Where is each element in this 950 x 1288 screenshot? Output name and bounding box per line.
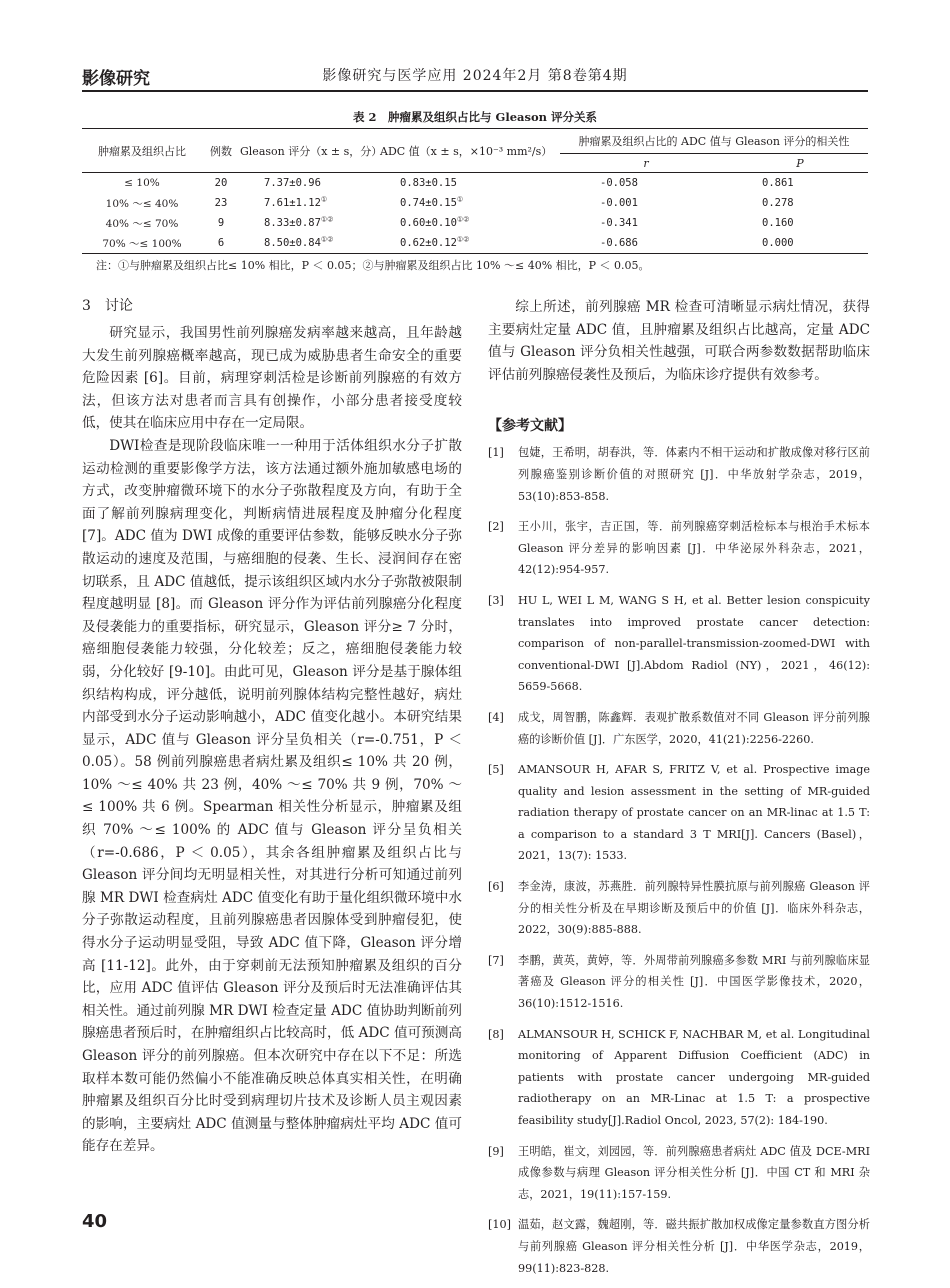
- header-rule: [82, 90, 868, 92]
- cell-p: 0.160: [762, 217, 794, 229]
- reference-item: [488, 516, 870, 581]
- reference-number: [6]: [488, 880, 504, 894]
- table-row: [82, 193, 868, 213]
- reference-item: [488, 590, 870, 698]
- col-header-r: r: [643, 156, 649, 170]
- col-header-count: 例数: [210, 144, 232, 158]
- reference-text: 包婕，王希明，胡春洪，等．体素内不相干运动和扩散成像对移行区前列腺癌鉴别诊断价值的对照研究 [J]．中华放射学杂志，2019，53(10):853-858.: [518, 446, 870, 503]
- table-row: [82, 173, 868, 194]
- right-column: [488, 296, 870, 1288]
- section-title: 3 讨论: [82, 298, 133, 314]
- cell-r: -0.001: [600, 197, 638, 209]
- cell-group: 40% ～≤ 70%: [105, 217, 179, 230]
- reference-number: [2]: [488, 520, 504, 534]
- col-header-group: 肿瘤累及组织占比: [98, 144, 186, 158]
- reference-number: [5]: [488, 763, 504, 777]
- cell-adc: 0.83±0.15: [400, 177, 457, 189]
- cell-group: ≤ 10%: [124, 177, 160, 189]
- conclusion-paragraph: 综上所述，前列腺癌 MR 检查可清晰显示病灶情况，获得主要病灶定量 ADC 值，且肿瘤累及组织占比越高，定量 ADC 值与 Gleason 评分负相关性越强，可联合两参数数据帮助临床评估前列腺癌侵袭性及预后，为临床诊疗提供有效参考。: [488, 299, 870, 383]
- reference-list: [488, 442, 870, 1279]
- table-row: [82, 233, 868, 254]
- cell-r: -0.341: [600, 217, 638, 229]
- cell-group: 70% ～≤ 100%: [82, 233, 202, 254]
- table-title: 表 2 肿瘤累及组织占比与 Gleason 评分关系: [353, 110, 597, 124]
- table-row: [82, 213, 868, 233]
- reference-item: [488, 759, 870, 867]
- discussion-paragraph: 研究显示，我国男性前列腺癌发病率越来越高，且年龄越大发生前列腺癌概率越高，现已成为威胁患者生命安全的重要危险因素 [6]。目前，病理穿刺活检是诊断前列腺癌的有效方法，但该方法对患者而言具有创操作，小部分患者接受度较低，使其在临床应用中存在一定局限。: [82, 325, 462, 432]
- discussion-paragraph: DWI检查是现阶段临床唯一一种用于活体组织水分子扩散运动检测的重要影像学方法，该方法通过额外施加敏感电场的方式，改变肿瘤微环境下的水分子弥散程度及方向，有助于全面了解前列腺病理变化，判断病情进展程度及肿瘤分化程度 [7]。ADC 值为 DWI 成像的重要评估参数，能够反映水分子弥散运动的速度及范围，与癌细胞的侵袭、生长、浸润间存在密切联系，且 ADC 值越低，提示该组织区域内水分子弥散被限制程度越明显 [8]。而 Gleason 评分作为评估前列腺癌分化程度及侵袭能力的重要指标，研究显示，Gleason 评分≥ 7 分时，癌细胞侵袭能力较强，分化较差；反之，癌细胞侵袭能力较弱，分化较好 [9-10]。由此可见，Gleason 评分是基于腺体组织结构构成，评分越低，说明前列腺体结构完整性越好，病灶内部受到水分子运动影响越小，ADC 值变化越小。本研究结果显示，ADC 值与 Gleason 评分呈负相关（r=-0.751，P ＜ 0.05）。58 例前列腺癌患者病灶累及组织≤ 10% 共 20 例，10% ～≤ 40% 共 23 例，40% ～≤ 70% 共 9 例，70% ～≤ 100% 共 6 例。Spearman 相关性分析显示，肿瘤累及组织 70% ～≤ 100% 的 ADC 值与 Gleason 评分呈负相关（r=-0.686，P ＜ 0.05），其余各组肿瘤累及组织占比与 Gleason 评分间均无明显相关性，对其进行分析可知通过前列腺 MR DWI 检查病灶 ADC 值变化有助于量化组织微环境中水分子弥散运动程度，且前列腺癌患者因腺体受到肿瘤侵犯，使得水分子运动明显受阻，导致 ADC 值下降，Gleason 评分增高 [11-12]。此外，由于穿刺前无法预知肿瘤累及组织的百分比，应用 ADC 值评估 Gleason 评分及预后时无法准确评估其相关性。通过前列腺 MR DWI 检查定量 ADC 值协助判断前列腺癌患者预后时，在肿瘤组织占比较高时，低 ADC 值可预测高 Gleason 评分的前列腺癌。但本次研究中存在以下不足：所选取样本数可能仍然偏小不能准确反映总体真实相关性，在明确肿瘤累及组织百分比时受到病理切片技术及诊断人员主观因素的影响，主要病灶 ADC 值测量与整体肿瘤病灶平均 ADC 值可能存在差异。: [82, 437, 462, 1155]
- reference-number: [1]: [488, 446, 504, 460]
- cell-gleason: 7.61±1.12①: [264, 195, 328, 209]
- page-number: 40: [82, 1211, 108, 1232]
- cell-count: 6: [202, 233, 240, 254]
- cell-adc: 0.60±0.10①②: [400, 215, 470, 229]
- cell-r: -0.058: [600, 177, 638, 189]
- reference-text: 李金涛，康波，苏燕胜．前列腺特异性膜抗原与前列腺癌 Gleason 评分的相关性分析及在早期诊断及预后中的价值 [J]．临床外科杂志，2022，30(9):885-888.: [518, 880, 870, 937]
- references-title: 【参考文献】: [488, 418, 572, 435]
- reference-text: 成戈，周智鹏，陈鑫辉．表观扩散系数值对不同 Gleason 评分前列腺癌的诊断价值 [J]．广东医学，2020，41(21):2256-2260.: [518, 710, 870, 746]
- cell-p: 0.861: [762, 177, 794, 189]
- cell-p: 0.278: [762, 197, 794, 209]
- cell-count: 23: [214, 197, 228, 209]
- reference-text: 李鹏，黄英，黄婷，等．外周带前列腺癌多参数 MRI 与前列腺临床显著癌及 Gleason 评分的相关性 [J]．中国医学影像技术，2020，36(10):1512-1516.: [518, 953, 870, 1011]
- reference-number: [3]: [488, 593, 504, 607]
- cell-count: 9: [217, 217, 225, 229]
- reference-number: [7]: [488, 953, 504, 967]
- running-header: [82, 62, 868, 90]
- reference-text: HU L, WEI L M, WANG S H, et al. Better lesion conspicuity translates into improved prostate cancer detection: comparison of non-parallel-transmission-zoomed-DWI with conventional-DWI [J].Abdom Radiol (NY)，2021，46(12): 5659-5668.: [518, 593, 870, 694]
- reference-text: 温茹，赵文露，魏超刚，等．磁共振扩散加权成像定量参数直方图分析与前列腺癌 Gleason 评分相关性分析 [J]．中华医学杂志，2019，99(11):823-828.: [518, 1218, 870, 1275]
- cell-gleason: 7.37±0.96: [264, 177, 321, 189]
- reference-item: [488, 876, 870, 941]
- cell-group: 10% ～≤ 40%: [105, 197, 179, 210]
- reference-item: [488, 1214, 870, 1279]
- col-header-correlation: 肿瘤累及组织占比的 ADC 值与 Gleason 评分的相关性: [560, 129, 868, 154]
- journal-issue-info: 影像研究与医学应用 2024年2月 第8卷第4期: [322, 68, 628, 84]
- cell-r: -0.686: [560, 233, 732, 254]
- journal-short-title: 影像研究: [82, 69, 150, 89]
- cell-p: 0.000: [732, 233, 868, 254]
- col-header-p: P: [796, 156, 804, 170]
- col-header-gleason: Gleason 评分（x ± s，分）: [240, 144, 383, 158]
- cell-count: 20: [214, 177, 228, 189]
- table-note: 注：①与肿瘤累及组织占比≤ 10% 相比，P ＜ 0.05；②与肿瘤累及组织占比 10% ～≤ 40% 相比，P ＜ 0.05。: [96, 259, 650, 272]
- reference-number: [9]: [488, 1144, 504, 1158]
- reference-item: [488, 1141, 870, 1206]
- reference-text: ALMANSOUR H, SCHICK F, NACHBAR M, et al. Longitudinal monitoring of Apparent Diffusion Coefficient (ADC) in patients with prostate cancer undergoing MR-guided radiotherapy on an MR-Linac at 1.5 T: a prospective feasibility study[J].Radiol Oncol, 2023, 57(2): 184-190.: [518, 1027, 870, 1127]
- cell-adc: 0.74±0.15①: [400, 195, 464, 209]
- reference-item: [488, 442, 870, 507]
- reference-number: [8]: [488, 1027, 504, 1041]
- cell-adc: 0.62±0.12①②: [380, 233, 560, 254]
- cell-gleason: 8.33±0.87①②: [264, 215, 334, 229]
- reference-number: [10]: [488, 1218, 511, 1232]
- left-column: [82, 296, 462, 1158]
- reference-text: 王小川，张宇，吉正国，等．前列腺癌穿刺活检标本与根治手术标本 Gleason 评分差异的影响因素 [J]．中华泌尿外科杂志，2021，42(12):954-957.: [518, 520, 870, 577]
- reference-number: [4]: [488, 710, 504, 724]
- results-table: [82, 128, 868, 254]
- reference-text: AMANSOUR H, AFAR S, FRITZ V, et al. Prospective image quality and lesion assessment in the setting of MR-guided radiation therapy of prostate cancer on an MR-linac at 1.5 T: a comparison to a standard 3 T MRI[J]. Cancers (Basel)，2021，13(7): 1533.: [518, 763, 870, 863]
- col-header-adc: ADC 值（x ± s，×10⁻³ mm²/s）: [380, 144, 553, 158]
- reference-item: [488, 1024, 870, 1132]
- reference-item: [488, 950, 870, 1015]
- reference-item: [488, 707, 870, 750]
- cell-gleason: 8.50±0.84①②: [240, 233, 380, 254]
- reference-text: 王明皓，崔文，刘园园，等．前列腺癌患者病灶 ADC 值及 DCE-MRI 成像参数与病理 Gleason 评分相关性分析 [J]．中国 CT 和 MRI 杂志，2021，19(11):157-159.: [518, 1144, 870, 1201]
